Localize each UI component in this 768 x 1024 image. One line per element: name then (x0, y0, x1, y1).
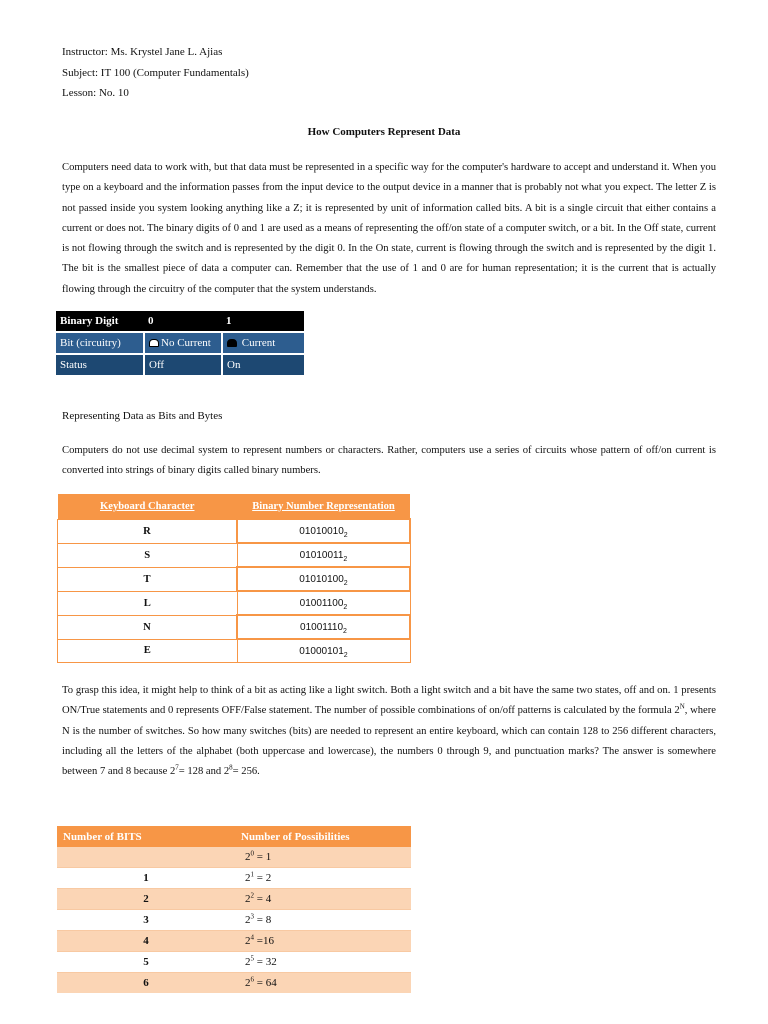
binary-value (237, 615, 410, 639)
binary-digits: 01010010 (299, 525, 344, 537)
circuit-label: Bit (circuitry) (56, 332, 144, 354)
section-subheading: Representing Data as Bits and Bytes (62, 410, 223, 422)
light-switch-paragraph (62, 681, 716, 782)
base: 2 (245, 935, 251, 947)
current-label: Current (241, 337, 276, 349)
para3-text-d: = 256. (232, 766, 260, 778)
binary-digit-table (56, 311, 304, 375)
keyboard-char: R (58, 519, 238, 543)
binary-repr-header: Binary Number Representation (237, 494, 410, 519)
base-subscript: 2 (343, 603, 348, 611)
binary-header-one: 1 (222, 311, 304, 332)
no-current-cell (144, 332, 222, 354)
bits-possibilities-table (57, 826, 411, 993)
no-current-label: No Current (161, 337, 211, 349)
bits-count: 4 (57, 931, 235, 952)
binary-digits: 01001100 (299, 597, 344, 609)
possibilities-value (235, 910, 411, 931)
status-on: On (222, 354, 304, 375)
binary-circuit-row (56, 332, 304, 354)
exponent: 0 (250, 849, 254, 858)
binary-header-label: Binary Digit (56, 311, 144, 332)
keyboard-character-table (57, 494, 411, 663)
exponent: 2 (250, 891, 254, 900)
binary-value (237, 639, 410, 663)
table-row (58, 519, 411, 543)
base: 2 (245, 977, 251, 989)
binary-numbers-paragraph: Computers do not use decimal system to represent numbers or characters. Rather, computers use a series of circuits whose pattern of off/on current is converted into strings of binary digits called binary numbers. (62, 445, 716, 476)
base: 2 (245, 893, 251, 905)
exponent: 3 (250, 912, 254, 921)
result: = 1 (254, 851, 272, 863)
binary-header-zero: 0 (144, 311, 222, 332)
table-row (57, 868, 411, 889)
bits-count: 3 (57, 910, 235, 931)
table-row (58, 567, 411, 591)
bulb-on-icon (227, 339, 237, 347)
possibilities-value (235, 889, 411, 910)
bits-header: Number of BITS (57, 826, 235, 847)
binary-digits: 01001110 (300, 621, 344, 633)
binary-value (237, 519, 410, 543)
subject-line: Subject: IT 100 (Computer Fundamentals) (62, 67, 249, 79)
binary-digits: 01010011 (299, 549, 344, 561)
possibilities-value (235, 973, 411, 994)
binary-value (237, 543, 410, 567)
para3-text-b: , where N is the number of switches. So how many switches (bits) are needed to represent an entire keyboard, which can contain 128 to 256 different characters, including all the letters of the alphabet (both uppercase and lowercase), the numbers 0 through 9, and punctuation marks? The answer is somewhere between 7 and 8 because 2 (62, 705, 716, 778)
base-subscript: 2 (343, 651, 348, 659)
result: = 2 (254, 872, 272, 884)
status-off: Off (144, 354, 222, 375)
binary-status-row (56, 354, 304, 375)
bits-count: 6 (57, 973, 235, 994)
table-row (57, 847, 411, 868)
possibilities-value (235, 868, 411, 889)
keyboard-char: E (58, 639, 238, 663)
table-row (58, 615, 411, 639)
result: = 4 (254, 893, 272, 905)
binary-value (237, 567, 410, 591)
result: =16 (254, 935, 274, 947)
formula-exponent: N (679, 702, 685, 711)
binary-digits: 01010100 (299, 573, 344, 585)
table-row (57, 910, 411, 931)
status-label: Status (56, 354, 144, 375)
exponent-eight: 8 (229, 763, 233, 772)
base: 2 (245, 872, 251, 884)
base: 2 (245, 956, 251, 968)
lesson-line: Lesson: No. 10 (62, 87, 129, 99)
current-cell (222, 332, 304, 354)
possibilities-header: Number of Possibilities (235, 826, 411, 847)
table-row (58, 639, 411, 663)
result: = 32 (254, 956, 277, 968)
table-row (57, 889, 411, 910)
result: = 8 (254, 914, 272, 926)
table-row (58, 543, 411, 567)
binary-digits: 01000101 (299, 645, 344, 657)
base: 2 (245, 914, 251, 926)
keyboard-char: S (58, 543, 238, 567)
binary-table-header-row (56, 311, 304, 332)
base: 2 (245, 851, 251, 863)
keyboard-char: L (58, 591, 238, 615)
exponent: 5 (250, 954, 254, 963)
keyboard-table-header-row (58, 494, 411, 519)
table-row (57, 931, 411, 952)
exponent: 4 (250, 933, 254, 942)
bits-count: 1 (57, 868, 235, 889)
table-row (58, 591, 411, 615)
table-row (57, 973, 411, 994)
possibilities-value (235, 847, 411, 868)
possibilities-value (235, 952, 411, 973)
keyboard-char: T (58, 567, 238, 591)
intro-paragraph: Computers need data to work with, but that data must be represented in a specific way for the computer's hardware to accept and understand it. When you type on a keyboard and the information passes from the input device to the output device in a manner that is probably not what you expect. The letter Z is not passed inside you system looking anything like a Z; it is represented by unit of information called bits. A bit is a single circuit that either contains a current or does not. The binary digits of 0 and 1 are used as a means of representing the off/on state of a computer switch, or a bit. In the Off state, current is not flowing through the switch and is represented by the digit 0. In the On state, current is flowing through the switch and is represented by the digit 1. The bit is the smallest piece of data a computer can. Remember that the use of 1 and 0 are for human representation; it is the current that is actually flowing through the circuitry of the computer that the system understands. (62, 162, 716, 295)
base-subscript: 2 (343, 579, 348, 587)
base-subscript: 2 (343, 531, 348, 539)
possibilities-value (235, 931, 411, 952)
exponent-seven: 7 (175, 763, 179, 772)
exponent: 6 (250, 975, 254, 984)
keyboard-char: N (58, 615, 238, 639)
page-title: How Computers Represent Data (307, 126, 461, 138)
keyboard-char-header: Keyboard Character (58, 494, 238, 519)
binary-value (237, 591, 410, 615)
base-subscript: 2 (343, 627, 347, 635)
exponent: 1 (250, 870, 254, 879)
bits-count: 2 (57, 889, 235, 910)
instructor-line: Instructor: Ms. Krystel Jane L. Ajias (62, 46, 223, 58)
table-row (57, 952, 411, 973)
result: = 64 (254, 977, 277, 989)
bits-count (57, 847, 235, 868)
bits-count: 5 (57, 952, 235, 973)
bulb-off-icon (149, 339, 159, 347)
para3-text-c: = 128 and 2 (178, 766, 230, 778)
base-subscript: 2 (343, 555, 348, 563)
para3-text-a: To grasp this idea, it might help to think of a bit as acting like a light switch. Both a light switch and a bit have the same two states, off and on. 1 presents ON/True statements and 0 represents OFF/False statement. The number of possible combinations of on/off patterns is calculated by the formula 2 (62, 685, 716, 717)
bits-table-header-row (57, 826, 411, 847)
